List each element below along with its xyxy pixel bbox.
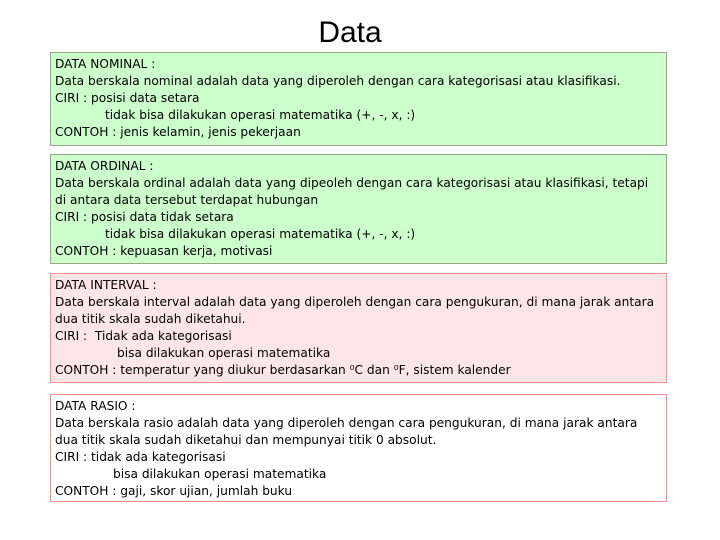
nominal-box bbox=[50, 52, 667, 146]
interval-contoh-label: CONTOH : bbox=[55, 363, 117, 377]
ordinal-box bbox=[50, 154, 667, 264]
ordinal-contoh: kepuasan kerja, motivasi bbox=[120, 244, 273, 258]
rasio-ciri-1: tidak ada kategorisasi bbox=[91, 450, 226, 464]
nominal-ciri-2: tidak bisa dilakukan operasi matematika (+, -, x, :) bbox=[105, 108, 416, 122]
ordinal-ciri-label: CIRI : bbox=[55, 210, 88, 224]
rasio-contoh-row bbox=[55, 483, 662, 500]
ordinal-contoh-label: CONTOH : bbox=[55, 244, 117, 258]
nominal-ciri-row bbox=[55, 90, 662, 107]
rasio-description: Data berskala rasio adalah data yang diperoleh dengan cara pengukuran, di mana jarak antara dua titik skala sudah diketahui dan mempunyai titik 0 absolut. bbox=[55, 416, 638, 447]
rasio-ciri-2: bisa dilakukan operasi matematika bbox=[113, 467, 327, 481]
rasio-ciri-label: CIRI : bbox=[55, 450, 88, 464]
interval-contoh-row bbox=[55, 362, 662, 379]
rasio-contoh-label: CONTOH : bbox=[55, 484, 117, 498]
nominal-ciri-1: posisi data setara bbox=[91, 91, 200, 105]
ordinal-contoh-row bbox=[55, 243, 662, 260]
interval-ciri-2: bisa dilakukan operasi matematika bbox=[117, 346, 331, 360]
ordinal-description: Data berskala ordinal adalah data yang dipeoleh dengan cara kategorisasi atau klasifikasi, tetapi di antara data tersebut terdapat hubungan bbox=[55, 176, 649, 207]
interval-description: Data berskala interval adalah data yang diperoleh dengan cara pengukuran, di mana jarak antara dua titik skala sudah diketahui. bbox=[55, 295, 655, 326]
rasio-contoh: gaji, skor ujian, jumlah buku bbox=[120, 484, 293, 498]
interval-ciri-1: Tidak ada kategorisasi bbox=[94, 329, 232, 343]
nominal-contoh-row bbox=[55, 124, 662, 141]
ordinal-ciri-2: tidak bisa dilakukan operasi matematika (+, -, x, :) bbox=[105, 227, 416, 241]
interval-ciri-label: CIRI : bbox=[55, 329, 88, 343]
nominal-contoh: jenis kelamin, jenis pekerjaan bbox=[120, 125, 301, 139]
nominal-description: Data berskala nominal adalah data yang diperoleh dengan cara kategorisasi atau klasifikasi. bbox=[55, 74, 621, 88]
rasio-box bbox=[50, 394, 667, 502]
interval-ciri-row bbox=[55, 328, 662, 345]
interval-contoh: temperatur yang diukur berdasarkan ⁰C dan ⁰F, sistem kalender bbox=[120, 363, 511, 377]
interval-heading: DATA INTERVAL : bbox=[55, 278, 157, 292]
page-title: Data bbox=[318, 16, 382, 49]
rasio-heading: DATA RASIO : bbox=[55, 399, 136, 413]
nominal-contoh-label: CONTOH : bbox=[55, 125, 117, 139]
rasio-ciri-row bbox=[55, 449, 662, 466]
interval-box bbox=[50, 273, 667, 383]
ordinal-heading: DATA ORDINAL : bbox=[55, 159, 154, 173]
ordinal-ciri-1: posisi data tidak setara bbox=[91, 210, 234, 224]
nominal-ciri-label: CIRI : bbox=[55, 91, 88, 105]
ordinal-ciri-row bbox=[55, 209, 662, 226]
nominal-heading: DATA NOMINAL : bbox=[55, 57, 156, 71]
